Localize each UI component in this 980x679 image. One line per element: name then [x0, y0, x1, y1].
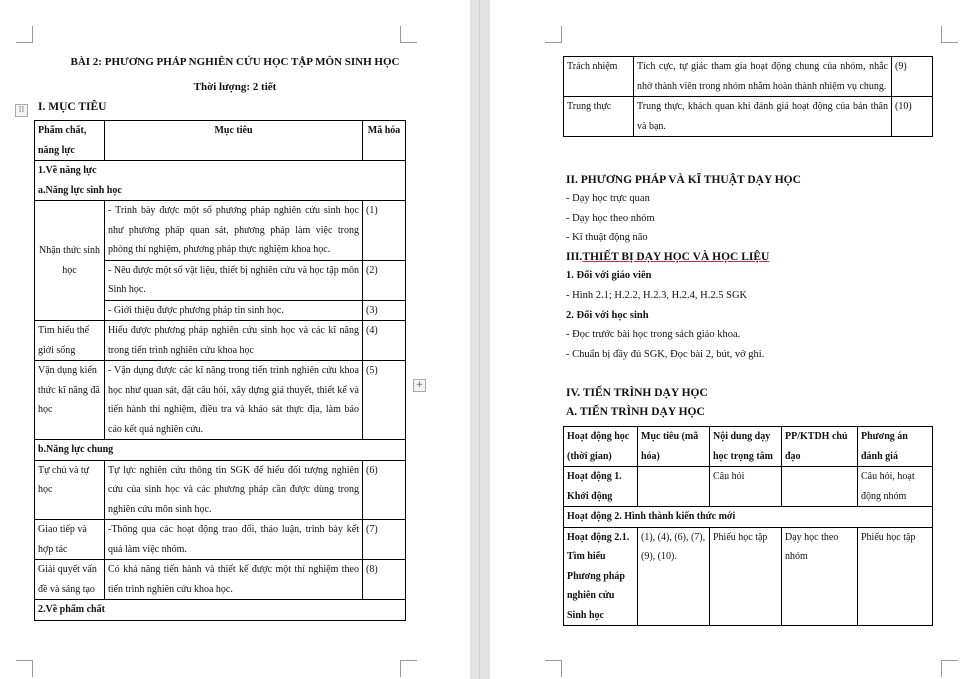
group-label: a.Năng lực sinh học — [38, 184, 122, 196]
table-row — [35, 201, 406, 261]
student-item: - Đọc trước bài học trong sách giáo khoa. — [566, 329, 741, 340]
section-objectives-heading: I. MỤC TIÊU — [38, 101, 107, 113]
cell: Hoạt động 2.1. Tìm hiểu Phương pháp nghiên cứu Sinh học — [564, 527, 638, 626]
row-goal: - Giới thiệu được phương pháp tin sinh học. — [105, 300, 363, 321]
method-item: - Dạy học trực quan — [566, 193, 650, 204]
row-goal: Tự lực nghiên cứu thông tin SGK để hiểu đối tượng nghiên cứu của sinh học và các phương pháp cần được dùng trong nghiên cứu môn sinh học. — [105, 460, 363, 520]
group-cell — [35, 161, 406, 201]
group-row — [35, 440, 406, 461]
table-row — [564, 467, 933, 507]
row-code: (10) — [892, 97, 933, 137]
row-label: Tự chủ và tự học — [35, 460, 105, 520]
section-number: III. — [566, 251, 583, 263]
crop-mark — [400, 660, 417, 677]
row-goal: - Trình bày được một số phương pháp nghiên cứu sinh học như phương pháp quan sát, phương pháp làm việc trong phòng thí nghiệm, phương pháp thực nghiệm khoa học. — [105, 201, 363, 261]
cell: Phiếu học tập — [858, 527, 933, 626]
row-label: Nhận thức sinh học — [35, 201, 105, 321]
header-cell: PP/KTDH chủ đạo — [782, 427, 858, 467]
header-cell: Mục tiêu — [105, 121, 363, 161]
row-code: (5) — [363, 361, 406, 440]
method-item: - Kĩ thuật động não — [566, 232, 648, 243]
row-goal: Tích cực, tự giác tham gia hoạt động chung của nhóm, nhắc nhở thành viên trong nhóm nhằm hoàn thành nhiệm vụ chung. — [634, 57, 892, 97]
cell: (1), (4), (6), (7), (9), (10). — [638, 527, 710, 626]
row-goal: Có khả năng tiến hành và thiết kế được một thí nghiệm theo tiến trình nghiên cứu khoa học. — [105, 560, 363, 600]
add-row-plus-icon[interactable]: + — [413, 379, 426, 392]
group-row — [35, 600, 406, 621]
row-label: Giải quyết vấn đề và sáng tạo — [35, 560, 105, 600]
row-goal: - Nêu được một số vật liệu, thiết bị nghiên cứu và học tập môn Sinh học. — [105, 260, 363, 300]
header-cell: Hoạt động học (thời gian) — [564, 427, 638, 467]
section-methods-heading: II. PHƯƠNG PHÁP VÀ KĨ THUẬT DẠY HỌC — [566, 174, 801, 186]
group-label: 2.Về phẩm chất — [35, 600, 406, 621]
cell: Phiếu học tập — [710, 527, 782, 626]
group-label: 1.Về năng lực — [38, 165, 97, 176]
crop-mark — [941, 660, 958, 677]
crop-mark — [16, 660, 33, 677]
row-label: Vận dụng kiến thức kĩ năng đã học — [35, 361, 105, 440]
table-row — [564, 57, 933, 97]
row-label: Trách nhiệm — [564, 57, 634, 97]
group-row — [35, 161, 406, 201]
page-divider — [479, 0, 480, 679]
method-item: - Dạy học theo nhóm — [566, 213, 655, 224]
cell: Hoạt động 1. Khởi động — [564, 467, 638, 507]
table-header-row — [35, 121, 406, 161]
row-code: (7) — [363, 520, 406, 560]
crop-mark — [941, 26, 958, 43]
row-code: (9) — [892, 57, 933, 97]
teacher-heading: 1. Đối với giáo viên — [566, 270, 652, 281]
section-materials-heading — [566, 251, 769, 263]
row-goal: -Thông qua các hoạt động trao đổi, thảo luận, trình bày kết quả làm việc nhóm. — [105, 520, 363, 560]
table-header-row — [564, 427, 933, 467]
cell: Câu hỏi — [710, 467, 782, 507]
student-heading: 2. Đối với học sinh — [566, 310, 649, 321]
row-goal: Trung thực, khách quan khi đánh giá hoạt động của bản thân và bạn. — [634, 97, 892, 137]
cell — [782, 467, 858, 507]
crop-mark — [545, 26, 562, 43]
header-cell: Mục tiêu (mã hóa) — [638, 427, 710, 467]
header-cell: Mã hóa — [363, 121, 406, 161]
table-move-handle-icon[interactable]: ⁞⁞ — [15, 104, 28, 117]
group-label: Hoạt động 2. Hình thành kiến thức mới — [564, 507, 933, 528]
page-gutter — [470, 0, 490, 679]
header-cell: Phương án đánh giá — [858, 427, 933, 467]
student-item: - Chuẩn bị đầy đủ SGK, Đọc bài 2, bút, vở ghi. — [566, 349, 765, 360]
cell — [638, 467, 710, 507]
teacher-item: - Hình 2.1; H.2.2, H.2.3, H.2.4, H.2.5 SGK — [566, 290, 748, 301]
row-code: (6) — [363, 460, 406, 520]
row-code: (4) — [363, 321, 406, 361]
row-label: Trung thực — [564, 97, 634, 137]
header-cell: Phẩm chất, năng lực — [35, 121, 105, 161]
right-page — [490, 0, 980, 679]
table-row — [35, 460, 406, 520]
crop-mark — [400, 26, 417, 43]
table-row — [564, 527, 933, 626]
header-cell: Nội dung dạy học trọng tâm — [710, 427, 782, 467]
row-code: (2) — [363, 260, 406, 300]
row-label: Tìm hiểu thế giới sống — [35, 321, 105, 361]
section-process-subheading: A. TIẾN TRÌNH DẠY HỌC — [566, 406, 705, 418]
objectives-table — [34, 120, 406, 621]
section-materials-title: THIẾT BỊ DẠY HỌC VÀ HỌC LIỆU — [582, 251, 770, 263]
crop-mark — [545, 660, 562, 677]
cell: Câu hỏi, hoạt động nhóm — [858, 467, 933, 507]
row-code: (1) — [363, 201, 406, 261]
table-row — [35, 361, 406, 440]
left-page — [0, 0, 470, 679]
crop-mark — [16, 26, 33, 43]
table-row — [35, 560, 406, 600]
table-row — [35, 520, 406, 560]
group-label: b.Năng lực chung — [35, 440, 406, 461]
lesson-duration: Thời lượng: 2 tiết — [193, 81, 277, 93]
group-row — [564, 507, 933, 528]
objectives-table-continued — [563, 56, 933, 137]
row-code: (8) — [363, 560, 406, 600]
row-goal: - Vận dụng được các kĩ năng trong tiến trình nghiên cứu khoa học như quan sát, đặt câu hỏi, xây dựng giả thuyết, thiết kế và tiến hành thí nghiệm, điều tra và khảo sát thực địa, làm báo cáo kết quả nghiên cứu. — [105, 361, 363, 440]
row-goal: Hiểu được phương pháp nghiên cứu sinh học và các kĩ năng trong tiến trình nghiên cứu khoa học — [105, 321, 363, 361]
section-process-heading: IV. TIẾN TRÌNH DẠY HỌC — [566, 387, 708, 399]
process-table — [563, 426, 933, 626]
row-label: Giao tiếp và hợp tác — [35, 520, 105, 560]
row-code: (3) — [363, 300, 406, 321]
table-row — [35, 321, 406, 361]
table-row — [564, 97, 933, 137]
cell: Dạy học theo nhóm — [782, 527, 858, 626]
lesson-title: BÀI 2: PHƯƠNG PHÁP NGHIÊN CỨU HỌC TẬP MÔN SINH HỌC — [70, 56, 400, 68]
